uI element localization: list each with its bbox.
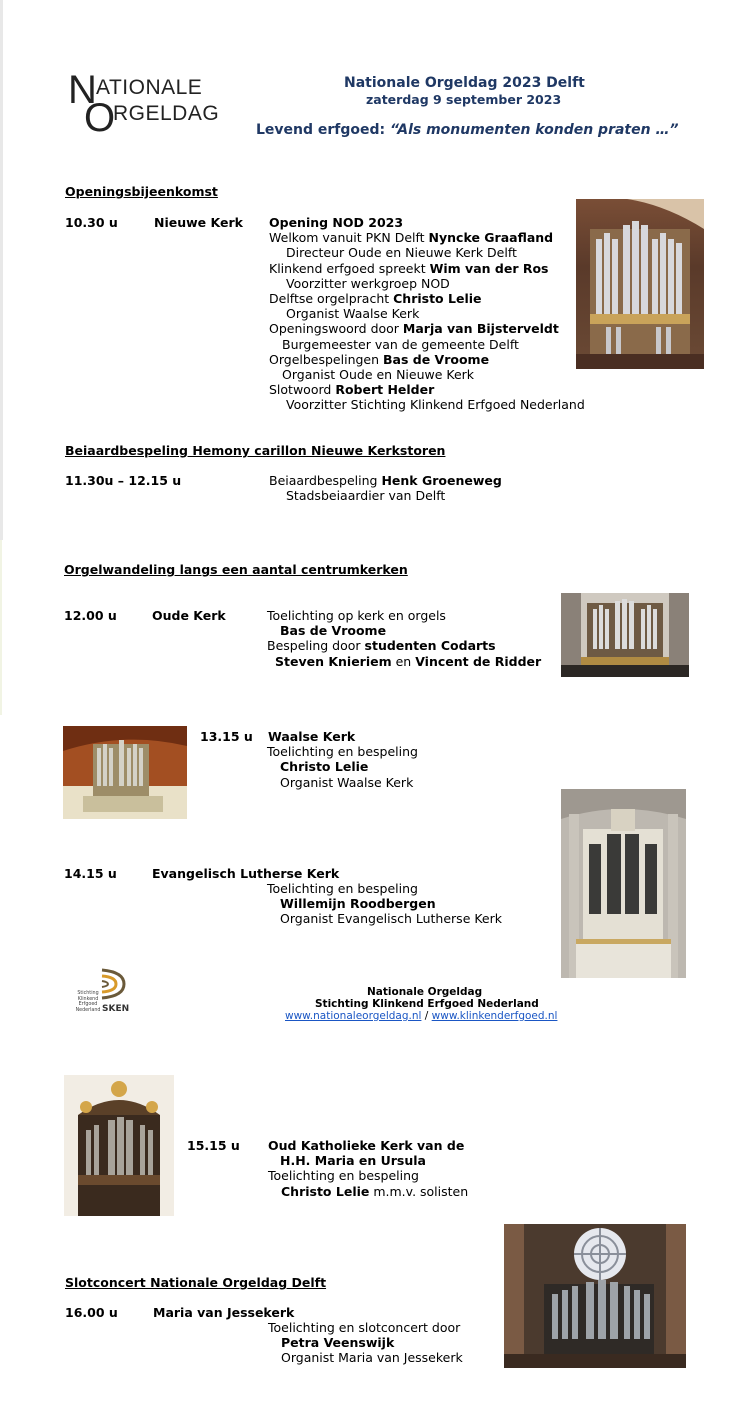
footer-org1: Nationale Orgeldag — [367, 986, 483, 998]
speaker-role: Burgemeester van de gemeente Delft — [282, 336, 519, 352]
carillonneur-name: Henk Groeneweg — [381, 473, 502, 488]
speaker-name: Petra Veenswijk — [281, 1335, 395, 1351]
carillonneur-role: Stadsbeiaardier van Delft — [286, 488, 446, 504]
place-oud-katholieke-kerk: Oud Katholieke Kerk van de — [268, 1138, 465, 1153]
footer-links: www.nationaleorgeldag.nl / www.klinkenderfgoed.nl — [285, 1010, 558, 1022]
time-waalse-kerk: 13.15 u — [200, 729, 253, 744]
speaker-name: Christo Lelie — [393, 291, 482, 307]
speaker-role: Voorzitter werkgroep NOD — [286, 275, 450, 291]
sken-logo: Stichting Klinkend Erfgoed Nederland SKEN — [74, 966, 134, 1018]
photo-maria-van-jessekerk-organ — [504, 1224, 686, 1368]
program-carillon: Beiaardbespeling Henk Groeneweg Stadsbeiaardier van Delft — [269, 473, 502, 504]
link-klinkenderfgoed[interactable]: www.klinkenderfgoed.nl — [431, 1010, 558, 1022]
section-heading-opening: Openingsbijeenkomst — [65, 184, 218, 199]
program-opening — [269, 215, 585, 413]
theme-line — [256, 122, 678, 138]
section-heading-slotconcert: Slotconcert Nationale Orgeldag Delft — [65, 1275, 327, 1290]
program-item: Welkom vanuit PKN Delft Nyncke Graafland — [269, 230, 554, 246]
place-oude-kerk: Oude Kerk — [152, 608, 226, 623]
time-carillon: 11.30u – 12.15 u — [65, 473, 182, 488]
place-opening: Nieuwe Kerk — [154, 215, 243, 230]
logo-line2: RGELDAG — [113, 102, 220, 125]
place-waalse-kerk: Waalse Kerk — [268, 729, 356, 744]
speaker-name: Willemijn Roodbergen — [280, 896, 436, 912]
section-heading-carillon: Beiaardbespeling Hemony carillon Nieuwe Kerkstoren — [65, 443, 446, 458]
speaker-role: Voorzitter Stichting Klinkend Erfgoed Nederland — [286, 397, 585, 413]
speaker-role: Directeur Oude en Nieuwe Kerk Delft — [286, 245, 517, 261]
program-item: Klinkend erfgoed spreekt Wim van der Ros — [269, 260, 549, 276]
time-oude-kerk: 12.00 u — [64, 608, 117, 623]
program-oud-katholieke-kerk: Oud Katholieke Kerk van de H.H. Maria en Ursula Toelichting en bespeling Christo Lelie m.m.v. solisten — [268, 1138, 469, 1199]
photo-oude-kerk-organ — [561, 593, 689, 677]
place-slotconcert: Maria van Jessekerk — [153, 1305, 295, 1320]
program-item: Openingswoord door Marja van Bijsterveldt — [269, 321, 559, 337]
speaker-name: Wim van der Ros — [429, 260, 549, 276]
logo-big-n: N — [68, 68, 97, 112]
program-oude-kerk: Toelichting op kerk en orgels Bas de Vroome Bespeling door studenten Codarts Steven Knieriem en Vincent de Ridder — [267, 608, 542, 669]
speaker-name: Christo Lelie — [280, 759, 369, 775]
program-item: Slotwoord Robert Helder — [269, 382, 435, 398]
speaker-name: Robert Helder — [335, 382, 435, 398]
program-title: Opening NOD 2023 — [269, 215, 404, 230]
photo-nieuwe-kerk-organ — [576, 199, 704, 369]
program-slotconcert: Toelichting en slotconcert door Petra Veenswijk Organist Maria van Jessekerk — [268, 1320, 463, 1366]
speaker-role: Organist Waalse Kerk — [280, 774, 414, 790]
left-margin-bar — [0, 0, 3, 540]
left-margin-bar-2 — [0, 540, 2, 715]
time-opening: 10.30 u — [65, 215, 118, 230]
program-item: Delftse orgelpracht Christo Lelie — [269, 291, 482, 307]
sken-text: SKEN — [102, 1004, 130, 1014]
page-date: zaterdag 9 september 2023 — [366, 92, 562, 107]
speaker-name: Bas de Vroome — [383, 351, 490, 367]
page-title: Nationale Orgeldag 2023 Delft — [344, 75, 585, 91]
speaker-name: Marja van Bijsterveldt — [402, 321, 559, 337]
nod-logo — [68, 68, 223, 140]
section-heading-walk: Orgelwandeling langs een aantal centrumkerken — [64, 562, 408, 577]
photo-oud-katholieke-kerk-organ — [64, 1075, 174, 1216]
program-item: Orgelbespelingen Bas de Vroome — [269, 351, 490, 367]
speaker-name: Bas de Vroome — [280, 623, 387, 639]
speaker-role: Organist Evangelisch Lutherse Kerk — [280, 911, 503, 927]
speaker-role: Organist Oude en Nieuwe Kerk — [282, 367, 475, 383]
time-oud-katholieke-kerk: 15.15 u — [187, 1138, 240, 1153]
program-lutherse-kerk: Toelichting en bespeling Willemijn Roodbergen Organist Evangelisch Lutherse Kerk — [267, 881, 503, 927]
speaker-name: Christo Lelie — [281, 1183, 370, 1199]
speaker-name: Vincent de Ridder — [415, 653, 542, 669]
logo-line1: ATIONALE — [96, 76, 203, 99]
theme-quote: “Als monumenten konden praten …” — [390, 122, 679, 138]
photo-waalse-kerk-organ — [63, 726, 187, 819]
speaker-role: Organist Waalse Kerk — [286, 306, 420, 322]
place-lutherse-kerk: Evangelisch Lutherse Kerk — [152, 866, 340, 881]
logo-big-o: O — [84, 96, 116, 140]
time-lutherse-kerk: 14.15 u — [64, 866, 117, 881]
theme-prefix: Levend erfgoed: — [256, 122, 386, 138]
speaker-name: Steven Knieriem — [275, 653, 392, 669]
link-nationaleorgeldag[interactable]: www.nationaleorgeldag.nl — [285, 1010, 422, 1022]
program-waalse-kerk: Waalse Kerk Toelichting en bespeling Christo Lelie Organist Waalse Kerk — [267, 729, 418, 790]
photo-lutherse-kerk-organ — [561, 789, 686, 978]
speaker-name: Nyncke Graafland — [428, 230, 554, 246]
speaker-role: Organist Maria van Jessekerk — [281, 1350, 463, 1366]
time-slotconcert: 16.00 u — [65, 1305, 118, 1320]
place-oud-katholieke-kerk-2: H.H. Maria en Ursula — [280, 1153, 426, 1169]
footer-org2: Stichting Klinkend Erfgoed Nederland — [315, 998, 539, 1010]
